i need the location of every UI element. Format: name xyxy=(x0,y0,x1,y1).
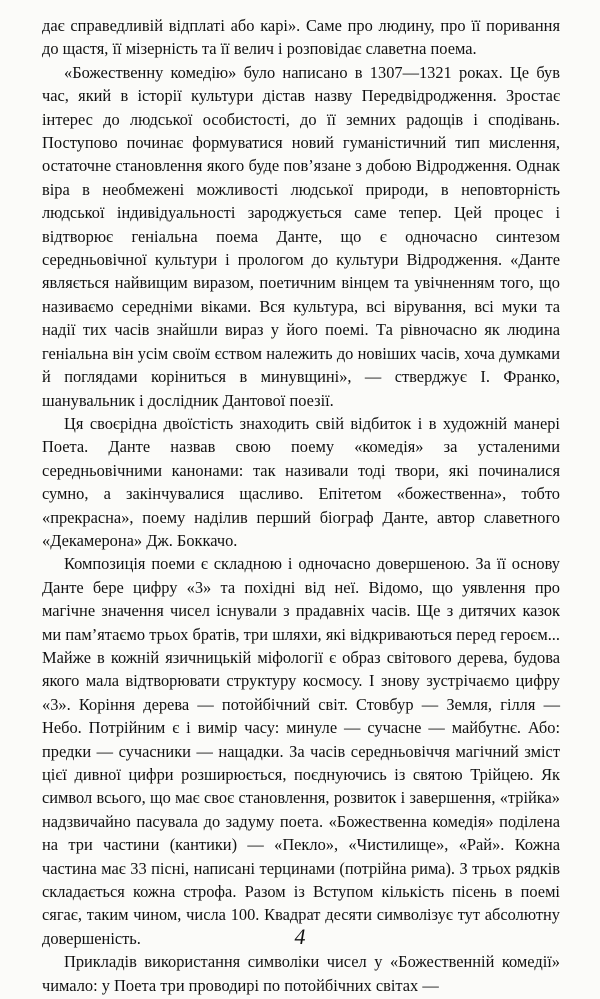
page-number: 4 xyxy=(294,924,306,949)
paragraph-structure: Композиція поеми є складною і одночасно довершеною. За її основу Данте бере цифру «3» та похідні від неї. Відомо, що уявлення про магічне значення чисел існували з прадавніх часів. Ще з дитячих казок ми пам’ятаємо трьох братів, три шляхи, які відкриваються перед героєм... Майже в кожній язичницькій міфології є образ світового дерева, будова якого мала відтворювати структуру космосу. І знову зустрічаємо цифру «3». Коріння дерева — потойбічний світ. Стовбур — Земля, гілля — Небо. Потрійним є і вимір часу: минуле — сучасне — майбутнє. Або: предки — сучасники — нащадки. За часів середньовіччя магічний зміст цієї дивної цифри розширюється, поєднуючись із святою Трійцею. Як символ всього, що має своє становлення, розвиток і завершення, «трійка» надзвичайно пасувала до задуму поета. «Божественна комедія» поділена на три частини (кантики) — «Пекло», «Чистилище», «Рай». Кожна частина має 33 пісні, написані терцинами (потрійна рима). З трьох рядків складається кожна строфа. Разом із Вступом кількість пісень в поемі сягає, таким чином, числа 100. Квадрат десяти символізує тут абсолютну довершеність. xyxy=(42,554,560,948)
paragraph-symbolism: Прикладів використання символіки чисел у «Божественній комедії» чимало: у Поета три проводирі по потойбічних світах — xyxy=(42,952,560,995)
paragraph-composition-date: «Божественну комедію» було написано в 1307—1321 роках. Це був час, який в історії культури дістав назву Передвідродження. Зростає інтерес до людської особистості, до її земних радощів і сподівань. Поступово починає формуватися новий гуманістичний тип мислення, остаточне становлення якого буде пов’язане з добою Відродження. Однак віра в необмежені можливості людської природи, в неповторність людської індивідуальності зароджується саме тепер. Цей процес і відтворює геніальна поема Данте, що є одночасно синтезом середньовічної культури і прологом до культури Відродження. «Данте являється найвищим виразом, поетичним вінцем та увічненням того, що називаємо середніми віками. Вся культура, всі вірування, всі муки та надії тих часів знайшли вираз у його поемі. Та рівночасно як людина геніальна він усім своїм єством належить до новіших часів, хоча думками й поглядами коріниться в минувщині», — стверджує І. Франко, шанувальник і дослідник Дантової поезії. xyxy=(42,62,560,410)
paragraph-duality: Ця своєрідна двоїстість знаходить свій відбиток і в художній манері Поета. Данте назвав свою поему «комедія» за усталеними середньовічними канонами: так називали тоді твори, які починалися сумно, а закінчувалися щасливо. Епітетом «божественна», тобто «прекрасна», поему наділив перший біограф Данте, автор славетного «Декамерона» Дж. Боккачо. xyxy=(42,413,560,550)
paragraph-continuation: дає справедливій відплаті або карі». Саме про людину, про її поривання до щастя, її мізерність та її велич і розповідає славетна поема. xyxy=(42,16,560,59)
body-text xyxy=(42,14,560,997)
